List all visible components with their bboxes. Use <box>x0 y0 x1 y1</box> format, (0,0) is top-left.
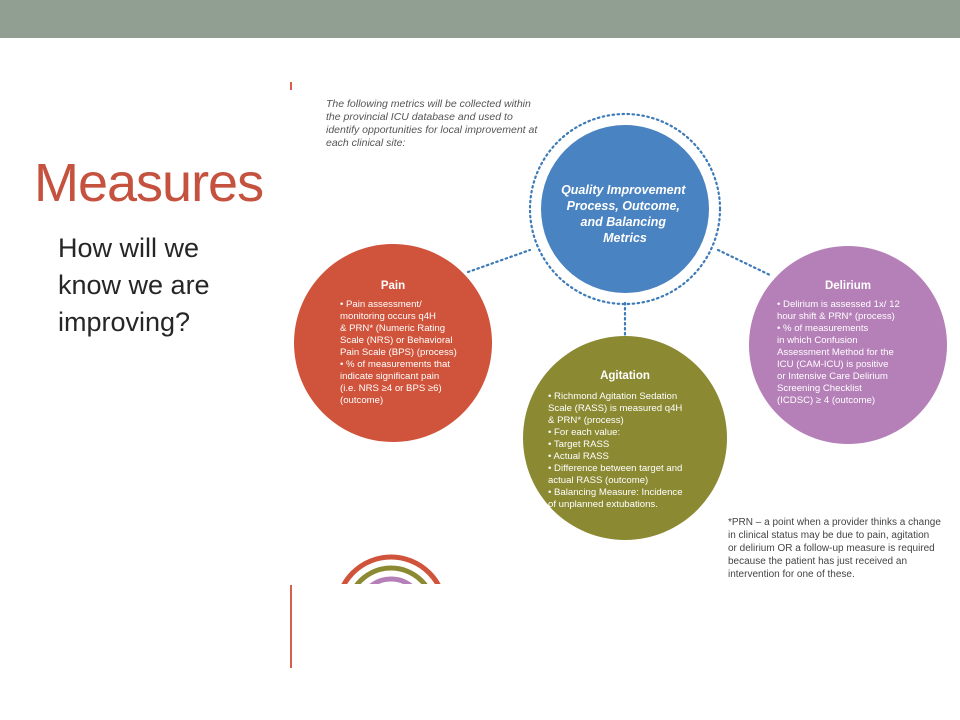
concentric-rings-logo <box>337 557 445 665</box>
agitation-title: Agitation <box>600 370 650 382</box>
slide-title: Measures <box>34 153 264 213</box>
intro-line: the provincial ICU database and used to <box>326 111 513 123</box>
slide-subtitle: How will we know we are improving? <box>58 233 210 337</box>
connector-pain <box>468 250 530 272</box>
intro-text <box>326 98 540 149</box>
delirium-metrics: • Delirium is assessed 1x/ 12 hour shift & PRN* (process) • % of measurements in which Confusion Assessment Method for the ICU (CAM-ICU) is positive or Intensive Care Delirium Screening Checklist (ICDSC) ≥ 4 (outcome) <box>777 299 900 406</box>
intro-line: identify opportunities for local improvement at <box>326 124 538 136</box>
pain-metrics: • Pain assessment/ monitoring occurs q4H & PRN* (Numeric Rating Scale (NRS) or Behavioral Pain Scale (BPS) (process) • % of measurements that indicate significant pain (i.e. NRS ≥4 or BPS ≥6) (outcome) <box>340 299 457 406</box>
connector-delirium <box>718 250 772 276</box>
intro-line: The following metrics will be collected within <box>326 98 531 110</box>
center-label: Quality Improvement Process, Outcome, and Balancing Metrics <box>561 183 686 245</box>
prn-footnote: *PRN – a point when a provider thinks a change in clinical status may be due to pain, agitation or delirium OR a follow-up measure is required because the patient has just received an intervention for one of these. <box>728 517 941 580</box>
intro-line: each clinical site: <box>326 137 406 149</box>
delirium-title: Delirium <box>824 280 872 292</box>
pain-title: Pain <box>380 280 406 292</box>
agitation-metrics: • Richmond Agitation Sedation Scale (RASS) is measured q4H & PRN* (process) • For each value: • Target RASS • Actual RASS • Difference between target and actual RASS (outcome) • Balancing Measure: Incidence of unplanned extubations. <box>548 391 683 510</box>
